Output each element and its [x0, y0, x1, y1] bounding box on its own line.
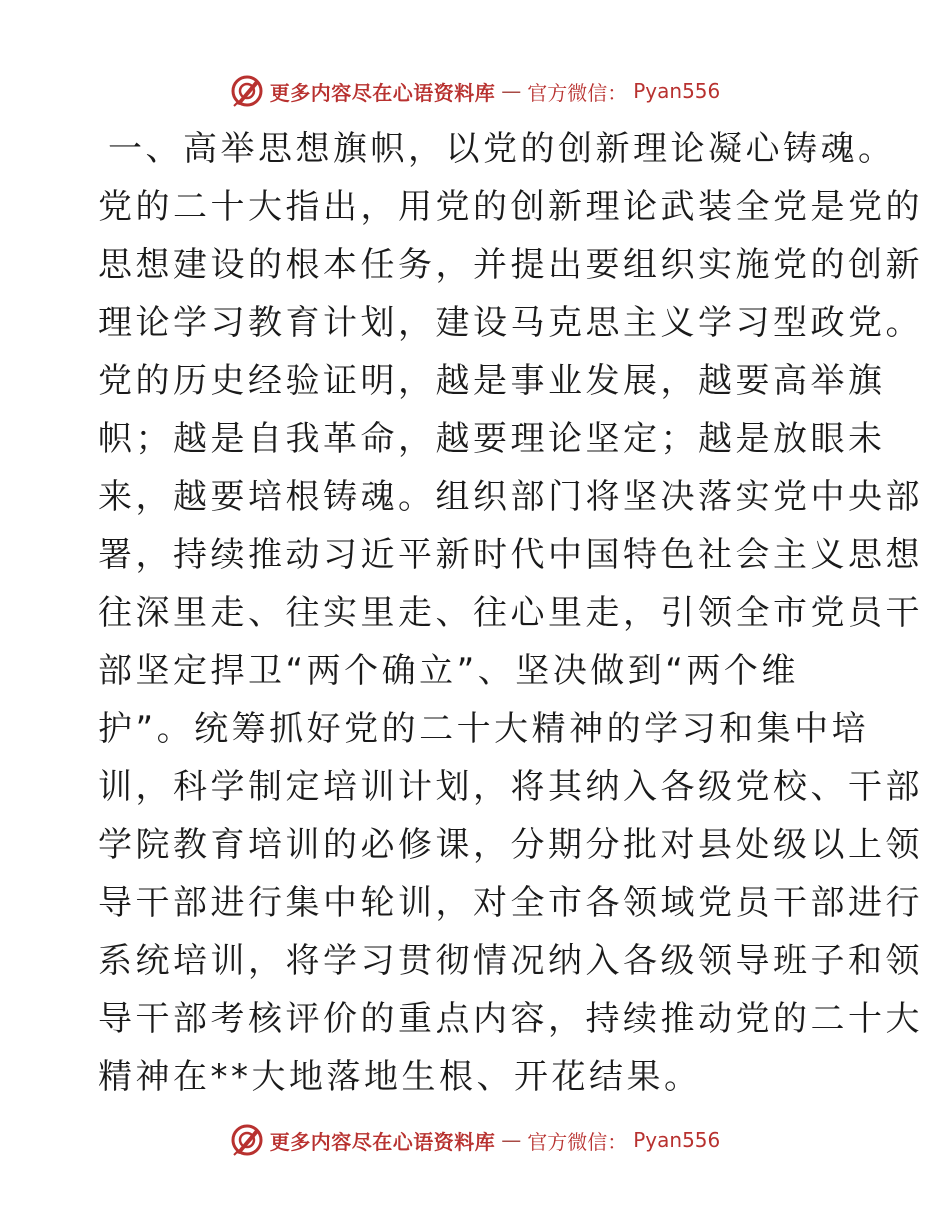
separator-dash: —	[501, 1128, 522, 1152]
text-line: 党的历史经验证明，越是事业发展，越要高举旗	[98, 361, 886, 401]
text-line: 思想建设的根本任务，并提出要组织实施党的创新	[98, 245, 923, 285]
text-line: 导干部进行集中轮训，对全市各领域党员干部进行	[98, 883, 923, 923]
text-line: 帜；越是自我革命，越要理论坚定；越是放眼未	[98, 419, 886, 459]
text-line: 学院教育培训的必修课，分期分批对县处级以上领	[98, 825, 923, 865]
text-line: 部坚定捍卫“两个确立”、坚决做到“两个维	[98, 651, 799, 691]
text-line: 导干部考核评价的重点内容，持续推动党的二十大	[98, 999, 923, 1039]
header-watermark	[0, 71, 950, 111]
text-line: 训，科学制定培训计划，将其纳入各级党校、干部	[98, 767, 923, 807]
text-line: 署，持续推动习近平新时代中国特色社会主义思想	[98, 535, 923, 575]
section-heading: 一、高举思想旗帜，以党的创新理论凝心铸魂。	[108, 129, 896, 169]
text-line: 系统培训，将学习贯彻情况纳入各级领导班子和领	[98, 941, 923, 981]
text-line: 往深里走、往实里走、往心里走，引领全市党员干	[98, 593, 923, 633]
text-line: 理论学习教育计划，建设马克思主义学习型政党。	[98, 303, 923, 343]
wechat-label: 官方微信：	[527, 1129, 628, 1154]
separator-dash: —	[501, 79, 522, 103]
body-paragraph	[98, 178, 923, 1106]
promo-text: 更多内容尽在心语资料库	[269, 1129, 496, 1154]
text-line: 党的二十大指出，用党的创新理论武装全党是党的	[98, 187, 923, 227]
text-line: 精神在**大地落地生根、开花结果。	[98, 1057, 702, 1097]
footer-watermark	[0, 1120, 950, 1160]
wechat-id: Pyan556	[633, 79, 721, 103]
wechat-label: 官方微信：	[527, 80, 628, 105]
quill-logo-icon	[230, 1123, 264, 1157]
wechat-id: Pyan556	[633, 1128, 721, 1152]
promo-text: 更多内容尽在心语资料库	[269, 80, 496, 105]
text-line: 来，越要培根铸魂。组织部门将坚决落实党中央部	[98, 477, 923, 517]
document-body	[98, 120, 923, 1106]
text-line: 护”。统筹抓好党的二十大精神的学习和集中培	[98, 709, 870, 749]
quill-logo-icon	[230, 74, 264, 108]
